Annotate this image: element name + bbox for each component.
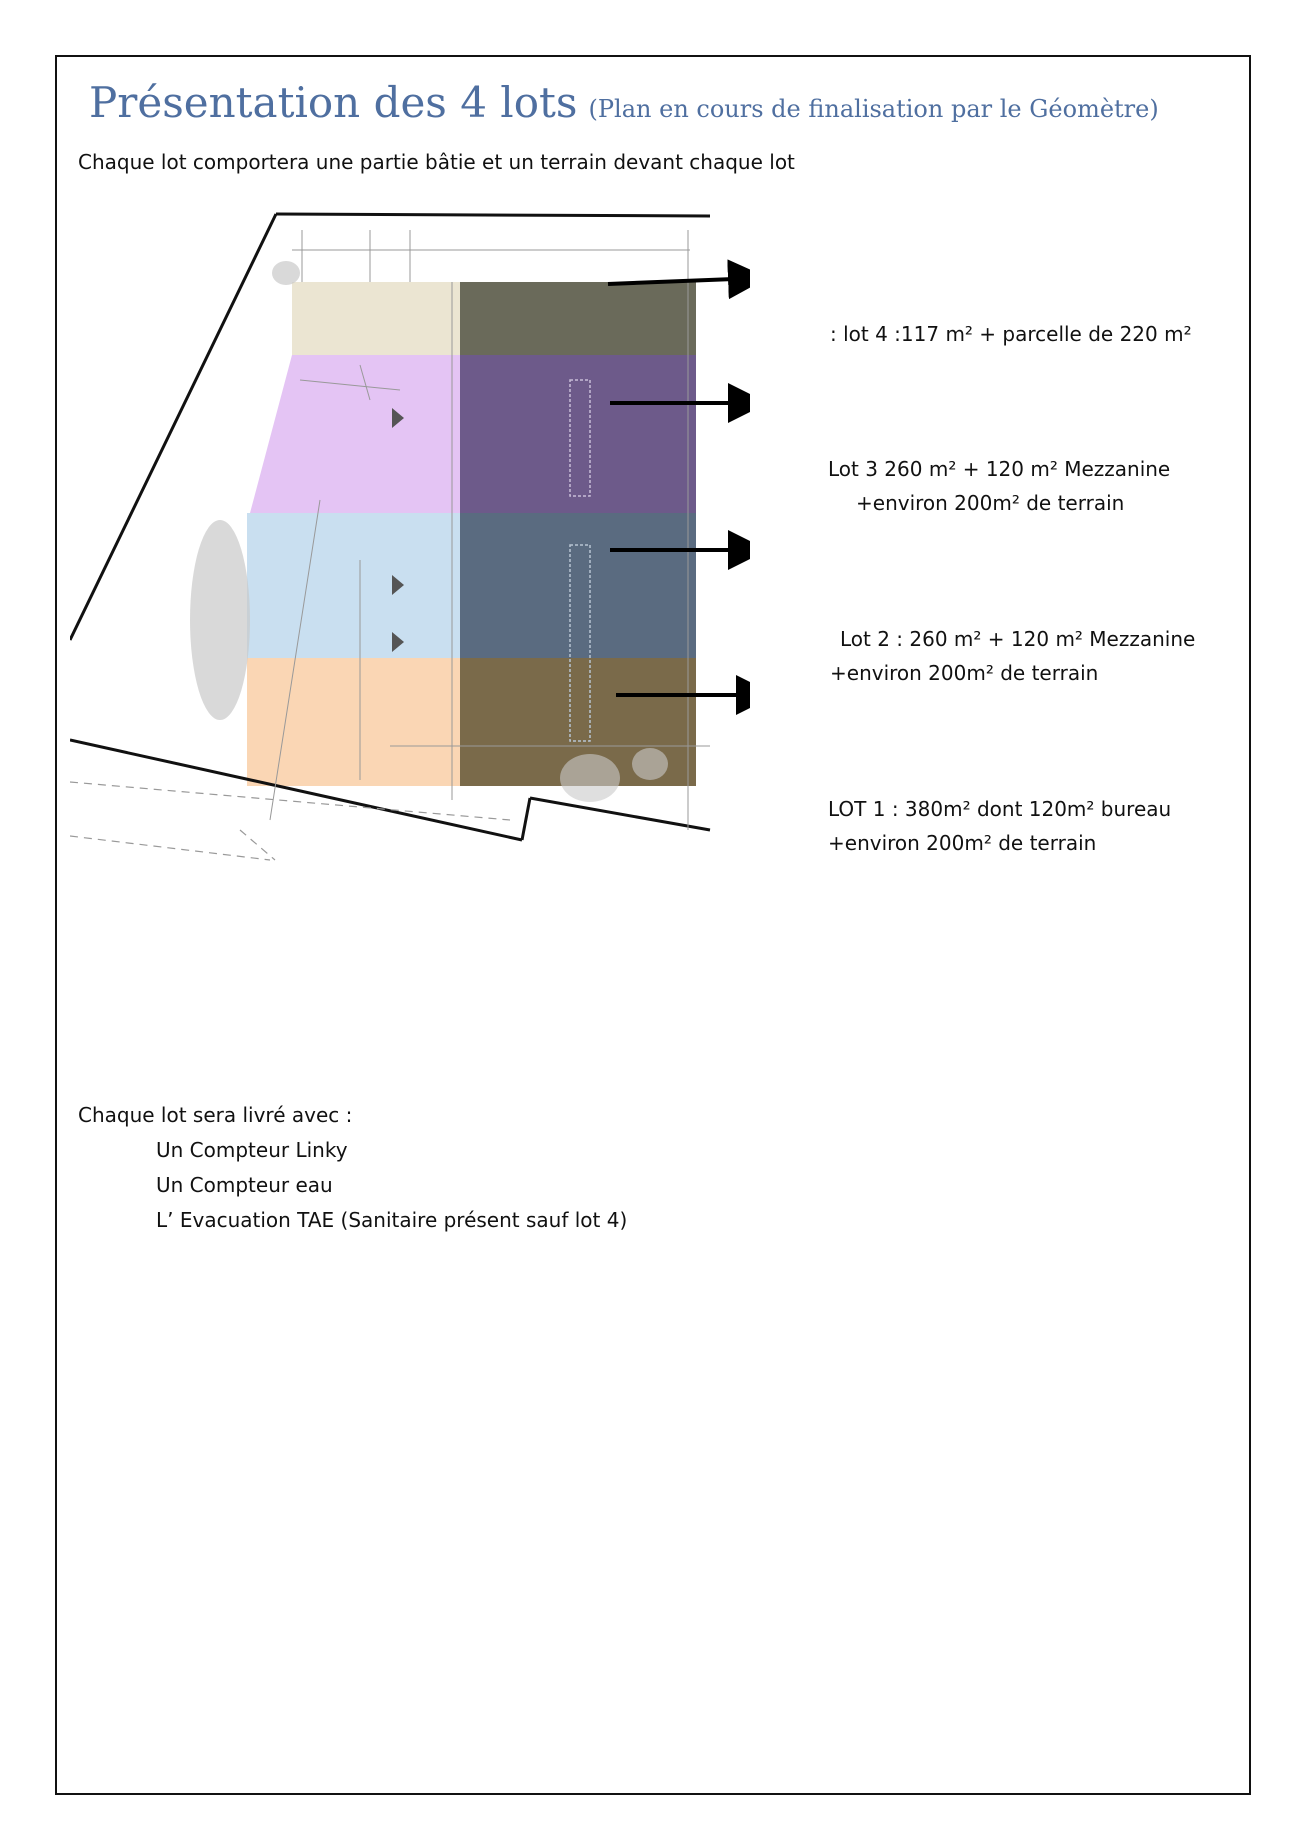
lot3-label-line1: Lot 3 260 m² + 120 m² Mezzanine [828,457,1171,481]
lot1-terrain [247,658,460,786]
lot3-label-line2: +environ 200m² de terrain [856,491,1125,515]
title-main: Présentation des 4 lots [89,78,578,127]
lot3-label [828,452,1170,520]
lot1-label-line2: +environ 200m² de terrain [828,831,1097,855]
lot4-arrow [608,278,750,284]
lot2-building [460,513,696,658]
lot1-label [828,792,1171,860]
delivery-item-evacuation: L’ Evacuation TAE (Sanitaire présent sauf lot 4) [156,1208,628,1232]
intro-text: Chaque lot comportera une partie bâtie et un terrain devant chaque lot [78,150,795,174]
lot4-building [460,282,696,355]
delivery-heading: Chaque lot sera livré avec : [78,1103,353,1127]
title-subtitle: (Plan en cours de finalisation par le Géomètre) [588,95,1159,123]
page-title [89,78,1159,127]
lot1-label-line1: LOT 1 : 380m² dont 120m² bureau [828,797,1172,821]
lot2-label-line1: Lot 2 : 260 m² + 120 m² Mezzanine [840,627,1196,651]
lot4-terrain [292,282,460,355]
site-plan [70,200,750,1020]
lot2-label-line2: +environ 200m² de terrain [830,661,1099,685]
lot4-label-line1: : lot 4 :117 m² + parcelle de 220 m² [830,322,1192,346]
lot3-building [460,355,696,513]
lot2-label [830,622,1195,690]
lot4-label [830,317,1192,351]
lot3-terrain [250,355,460,513]
lot2-terrain [247,513,460,658]
road-lines [70,782,510,860]
delivery-section [78,1098,627,1238]
delivery-item-water: Un Compteur eau [156,1173,333,1197]
delivery-item-linky: Un Compteur Linky [156,1138,348,1162]
